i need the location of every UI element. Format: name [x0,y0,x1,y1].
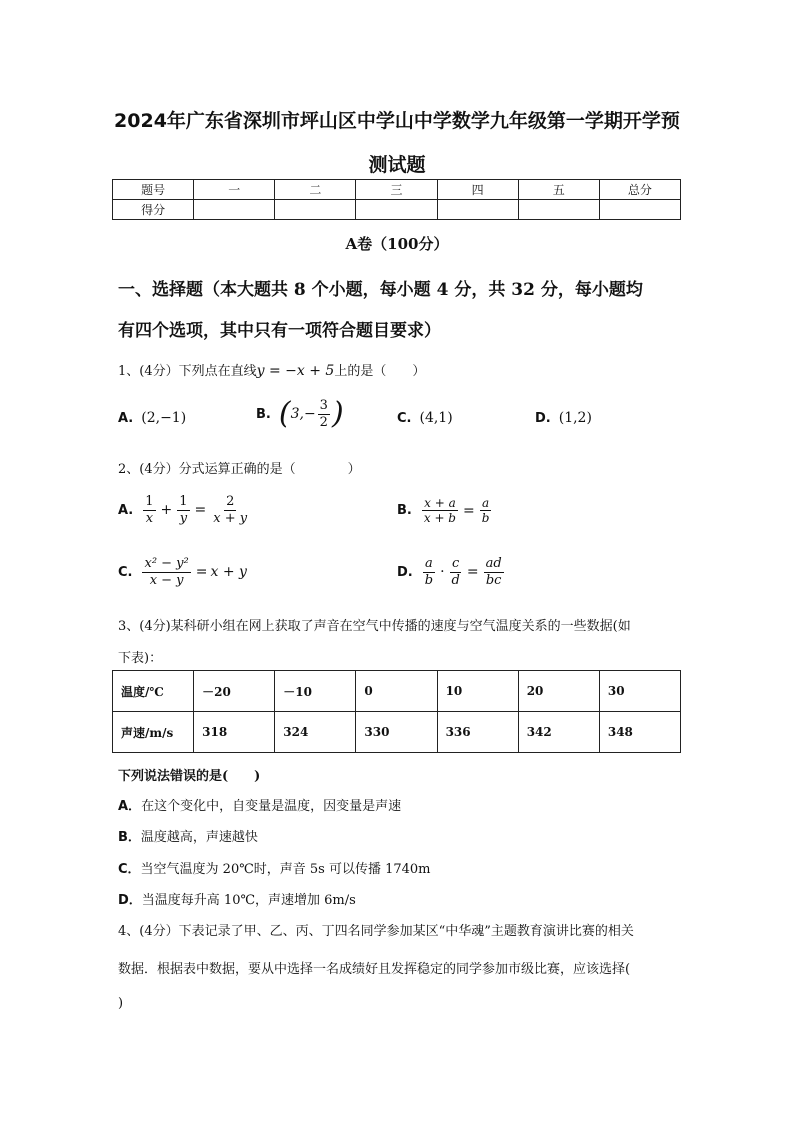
option-text: 当空气温度为 20℃时，声音 5s 可以传播 1740m [140,862,431,877]
fraction [480,496,492,526]
table-cell: 30 [599,671,680,712]
option-label: B． [118,830,141,845]
fraction-denominator: d [451,572,460,588]
score-header-cell: 二 [275,180,356,200]
question-1-prefix: 1、(4分）下列点在直线 [118,364,257,379]
table-cell: 20 [518,671,599,712]
score-cell [437,200,518,220]
option-expression [140,556,246,588]
equals-sign: = [466,564,479,581]
score-cell [518,200,599,220]
fraction-numerator: a [482,496,490,510]
fraction-numerator: 2 [226,494,235,509]
equals-sign: = [195,564,208,581]
equals-sign: = [463,502,475,519]
fraction [142,556,190,588]
fraction-denominator: 2 [319,414,328,430]
question-2-stem: 2、(4分）分式运算正确的是（ ） [118,462,361,477]
option-b-fraction [318,398,330,430]
fraction-denominator: x + y [213,510,248,526]
table-cell: 336 [437,712,518,753]
question-4-line-3: ) [118,996,124,1011]
fraction [484,556,504,588]
fraction [211,494,249,526]
score-table-header-row [113,180,681,200]
fraction-denominator: y [179,510,188,526]
operator: + [160,502,173,519]
score-cell [599,200,680,220]
option-label: A． [118,799,142,814]
table-cell: －10 [275,671,356,712]
score-cell [275,200,356,220]
section-heading-line-1: 一、选择题（本大题共 8 个小题，每小题 4 分，共 32 分，每小题均 [118,280,643,300]
fraction-denominator: bc [485,572,502,588]
paper-part-heading: A卷（100分） [345,235,449,253]
score-header-cell: 题号 [113,180,194,200]
option-value: (1,2) [558,410,592,426]
option-label: A. [118,502,134,518]
question-1-option-d [535,410,592,426]
fraction-numerator: 1 [179,494,188,509]
option-expression [420,496,494,526]
score-cell [356,200,437,220]
left-paren: ( [278,396,291,432]
question-3-stem-line-1: 3、(4分)某科研小组在网上获取了声音在空气中传播的速度与空气温度关系的一些数据(如 [118,619,631,634]
fraction [450,556,462,588]
exam-title-line-2: 测试题 [368,154,426,176]
option-label: C. [118,564,133,580]
table-cell: 330 [356,712,437,753]
fraction-numerator: ad [485,556,502,571]
option-b-x: 3, [290,406,304,423]
table-cell: 温度/℃ [113,671,194,712]
question-3-stem-line-2: 下表)： [118,651,163,666]
table-cell: 0 [356,671,437,712]
score-header-cell: 一 [194,180,275,200]
score-row-label: 得分 [113,200,194,220]
question-2-option-c [118,556,247,588]
option-label: B. [397,503,412,519]
table-cell: 318 [194,712,275,753]
fraction [177,494,189,526]
option-label: B. [256,406,271,422]
question-3-option-d [118,889,356,908]
score-cell [194,200,275,220]
equals-sign: = [194,502,207,519]
question-2-option-a [118,494,251,526]
table-cell: 342 [518,712,599,753]
option-value: (4,1) [419,410,453,426]
table-cell: 声速/m/s [113,712,194,753]
question-2-option-b [397,496,493,526]
question-3-prompt: 下列说法错误的是( ) [118,769,261,784]
question-3-option-b [118,826,258,845]
question-1-option-c [397,410,453,426]
option-expression [141,494,251,526]
question-4-line-2: 数据．根据表中数据，要从中选择一名成绩好且发挥稳定的同学参加市级比赛，应该选择( [118,962,631,977]
score-header-cell: 总分 [599,180,680,200]
option-label: A. [118,410,134,426]
question-1-option-b [256,398,344,430]
right-hand-side: x + y [210,564,247,581]
operator: · [440,564,445,581]
right-paren: ) [331,396,344,432]
option-text: 当温度每升高 10℃，声速增加 6m/s [141,893,356,908]
section-heading-line-2: 有四个选项，其中只有一项符合题目要求） [118,321,441,341]
question-4-line-1: 4、(4分）下表记录了甲、乙、丙、丁四名同学参加某区“中华魂”主题教育演讲比赛的相关 [118,924,634,939]
fraction-numerator: x + a [424,496,456,510]
fraction [143,494,155,526]
option-value [279,398,344,430]
question-1-equation: y = −x + 5 [256,363,335,379]
option-label: D． [118,893,142,908]
speed-row [113,712,681,753]
fraction-numerator: 1 [145,494,154,509]
option-label: D. [535,410,551,426]
score-header-cell: 三 [356,180,437,200]
score-header-cell: 五 [518,180,599,200]
table-cell: 324 [275,712,356,753]
fraction-numerator: c [452,556,460,571]
option-text: 在这个变化中，自变量是温度，因变量是声速 [141,799,402,814]
question-3-option-a [118,795,401,814]
fraction-denominator: x − y [149,572,184,588]
fraction-numerator: x² − y² [144,556,189,571]
question-2-option-d [397,556,506,588]
fraction-denominator: b [481,511,490,526]
table-cell: 10 [437,671,518,712]
option-expression [421,556,506,588]
option-text: 温度越高，声速越快 [140,830,258,845]
table-cell: 348 [599,712,680,753]
fraction-numerator: a [425,556,433,571]
fraction-denominator: x [145,510,154,526]
sound-speed-table [112,670,681,753]
option-label: D. [397,564,413,580]
option-value: (2,−1) [141,410,187,426]
question-3-option-c [118,858,431,877]
exam-title-line-1: 2024年广东省深圳市坪山区中学山中学数学九年级第一学期开学预 [114,110,680,132]
fraction-numerator: 3 [319,398,328,413]
score-table-score-row [113,200,681,220]
question-1-option-a [118,410,186,426]
fraction [423,556,435,588]
score-header-cell: 四 [437,180,518,200]
question-1-stem [118,360,425,379]
fraction-denominator: b [424,572,434,588]
question-1-suffix: 上的是（ ） [334,364,426,379]
temperature-row [113,671,681,712]
fraction [422,496,458,526]
option-label: C. [397,410,412,426]
score-table [112,179,681,220]
option-b-sign: − [303,406,316,423]
option-label: C． [118,862,141,877]
table-cell: －20 [194,671,275,712]
fraction-denominator: x + b [423,511,456,526]
